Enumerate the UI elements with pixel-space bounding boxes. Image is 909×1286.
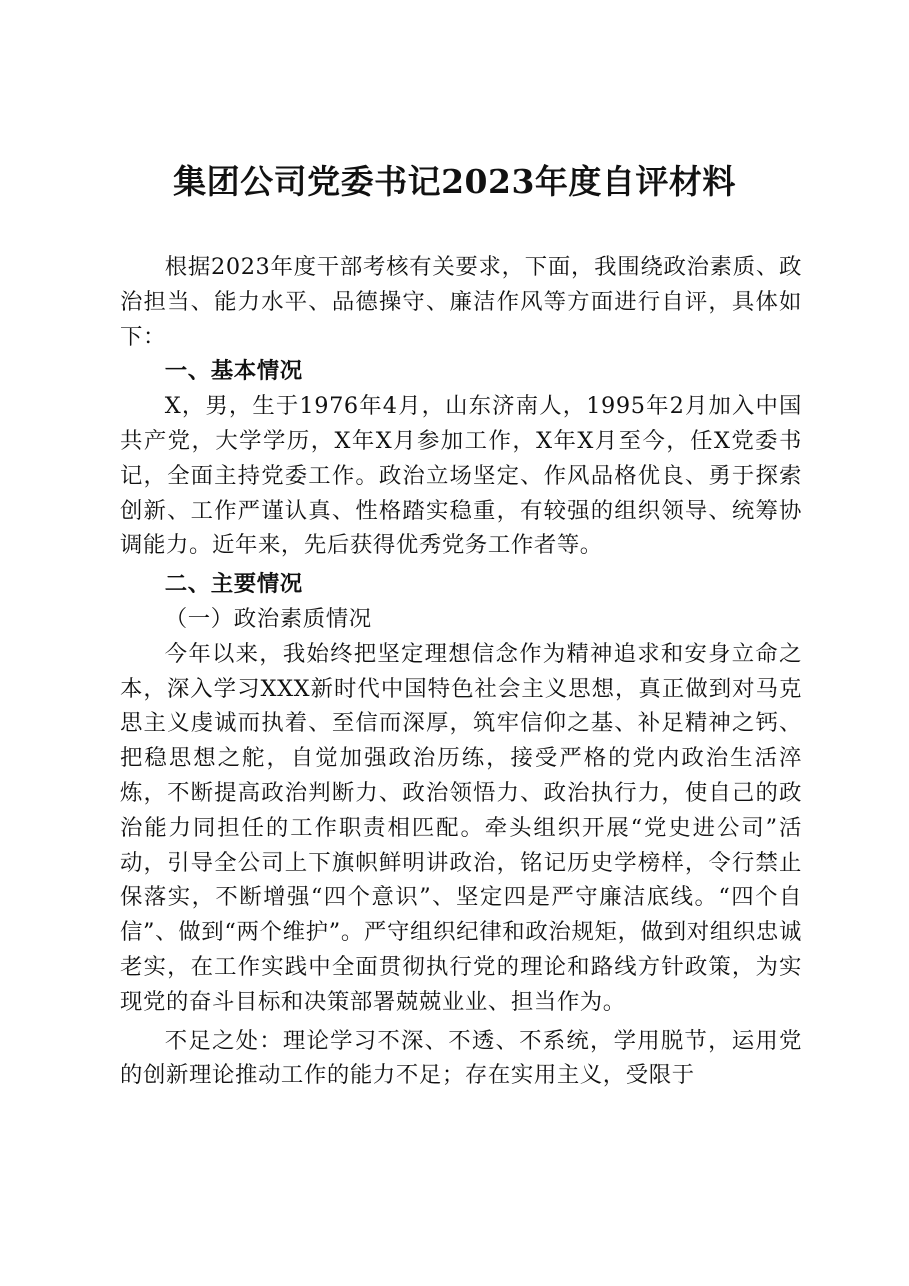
political-quality-paragraph: 今年以来，我始终把坚定理想信念作为精神追求和安身立命之本，深入学习XXX新时代中国特色社会主义思想，真正做到对马克思主义虔诚而执着、至信而深厚，筑牢信仰之基、补足精神之钙、把稳思想之舵，自觉加强政治历练，接受严格的党内政治生活淬炼，不断提高政治判断力、政治领悟力、政治执行力，使自己的政治能力同担任的工作职责相匹配。牵头组织开展“党史进公司”活动，引导全公司上下旗帜鲜明讲政治，铭记历史学榜样，令行禁止保落实，不断增强“四个意识”、坚定四是严守廉洁底线。“四个自信”、做到“两个维护”。严守组织纪律和政治规矩，做到对组织忠诚老实，在工作实践中全面贯彻执行党的理论和路线方针政策，为实现党的奋斗目标和决策部署兢兢业业、担当作为。 xyxy=(120,640,802,1015)
section-heading-main: 二、主要情况 xyxy=(164,571,303,598)
document-body xyxy=(120,250,802,1093)
intro-paragraph: 根据2023年度干部考核有关要求，下面，我围绕政治素质、政治担当、能力水平、品德操守、廉洁作风等方面进行自评，具体如下： xyxy=(120,254,802,350)
subsection-heading-political: （一）政治素质情况 xyxy=(164,605,372,632)
shortcomings-paragraph: 不足之处：理论学习不深、不透、不系统，学用脱节，运用党的创新理论推动工作的能力不足；存在实用主义，受限于 xyxy=(120,1027,802,1089)
section-heading-basic: 一、基本情况 xyxy=(164,358,303,385)
basic-info-paragraph: X，男，生于1976年4月，山东济南人，1995年2月加入中国共产党，大学学历，X年X月参加工作，X年X月至今，任X党委书记，全面主持党委工作。政治立场坚定、作风品格优良、勇于探索创新、工作严谨认真、性格踏实稳重，有较强的组织领导、统筹协调能力。近年来，先后获得优秀党务工作者等。 xyxy=(120,393,802,559)
document-title: 集团公司党委书记2023年度自评材料 xyxy=(173,162,736,201)
